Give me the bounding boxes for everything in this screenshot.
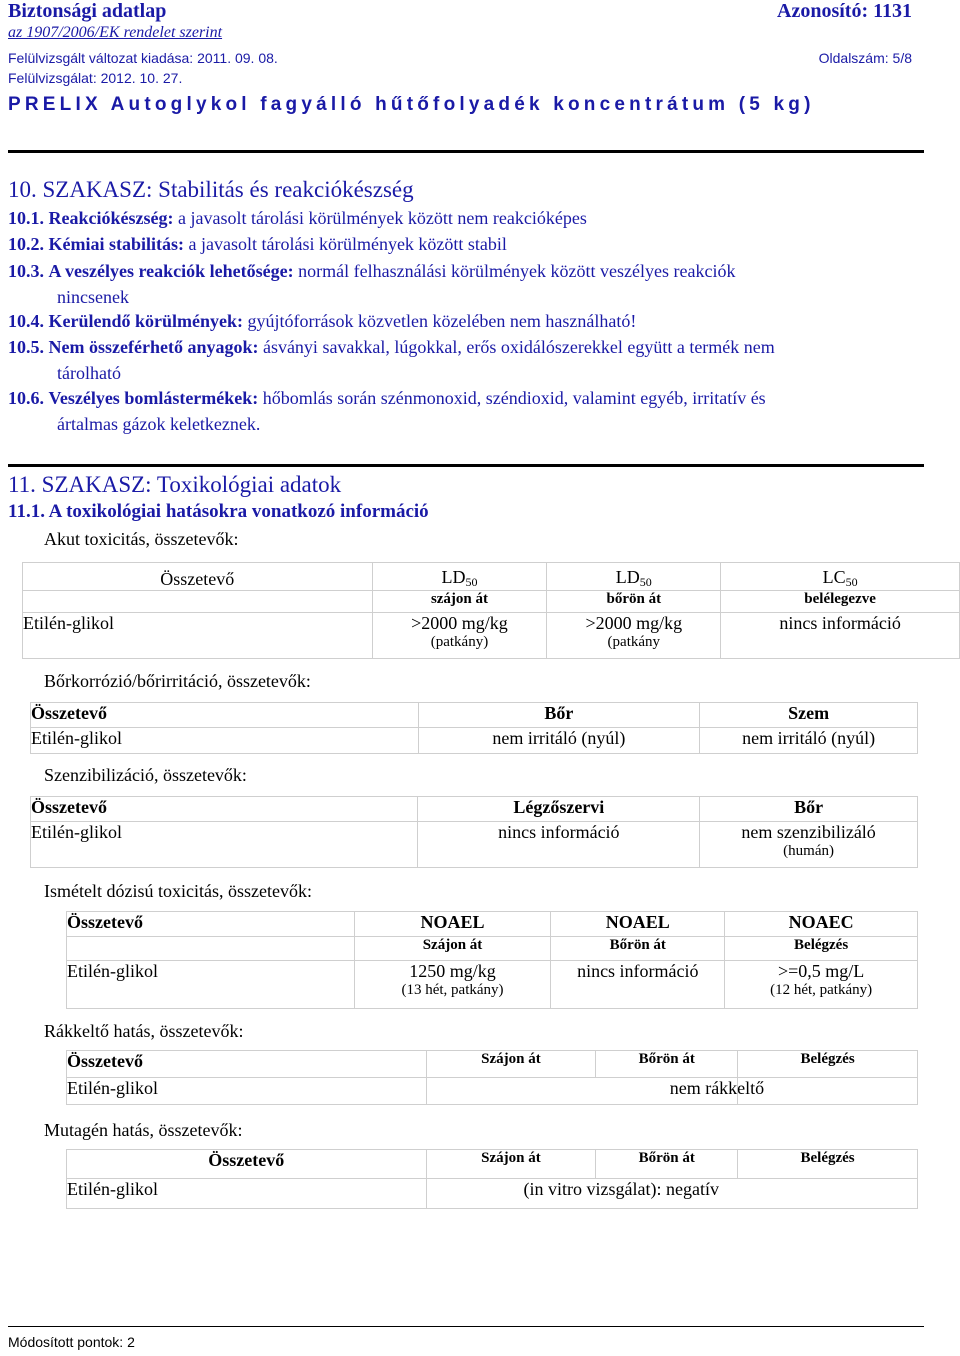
component-name: Etilén-glikol xyxy=(67,1179,427,1209)
table-header-row xyxy=(67,1150,918,1179)
column-header-component: Összetevő xyxy=(31,797,418,822)
table-route-row xyxy=(23,591,960,613)
ld50-dermal-value: >2000 mg/kg (patkány xyxy=(547,613,721,659)
item-label: Veszélyes bomlástermékek: xyxy=(48,388,259,408)
skin-value: nem szenzibilizáló (humán) xyxy=(700,822,918,868)
item-number: 10.1. xyxy=(8,208,44,228)
component-name: Etilén-glikol xyxy=(31,822,418,868)
route-dermal: Bőrön át xyxy=(551,937,725,961)
lc50-inhalation-value: nincs információ xyxy=(721,613,960,659)
column-header-ld50-oral: $LD_{50}$ xyxy=(372,563,547,591)
table-header-row xyxy=(31,703,918,728)
carcinogenicity-table xyxy=(66,1050,918,1105)
mutagenicity-value: (in vitro vizsgálat): negatív xyxy=(426,1179,917,1209)
column-header-skin: Bőr xyxy=(418,703,700,728)
noaec-inhalation-value: >=0,5 mg/L (12 hét, patkány) xyxy=(725,961,918,1009)
column-header-skin: Bőr xyxy=(700,797,918,822)
component-name: Etilén-glikol xyxy=(23,613,373,659)
table-row xyxy=(67,1078,918,1105)
page-number: Oldalszám: 5/8 xyxy=(818,50,912,66)
section-10-rule xyxy=(8,150,924,153)
empty-cell xyxy=(23,591,373,613)
repeated-dose-table xyxy=(66,911,918,1009)
sensitization-table xyxy=(30,796,918,868)
carcinogenicity-heading: Rákkeltő hatás, összetevők: xyxy=(44,1021,244,1041)
document-id: Azonosító: 1131 xyxy=(777,0,912,22)
table-row xyxy=(31,822,918,868)
item-10-5 xyxy=(8,334,924,386)
column-header-component: Összetevő xyxy=(67,1150,427,1179)
route-inhalation: belélegezve xyxy=(721,591,960,613)
route-dermal: Bőrön át xyxy=(596,1051,738,1078)
item-text: gyújtóforrások közvetlen közelében nem használható! xyxy=(247,311,637,331)
item-10-6 xyxy=(8,385,924,437)
item-text-continuation: tárolható xyxy=(57,363,121,383)
route-dermal: bőrön át xyxy=(547,591,721,613)
item-label: Nem összeférhető anyagok: xyxy=(48,337,259,357)
table-header-row xyxy=(31,797,918,822)
column-header-noaec: NOAEC xyxy=(725,912,918,937)
route-inhalation: Belégzés xyxy=(725,937,918,961)
skin-value: nem irritáló (nyúl) xyxy=(418,728,700,754)
route-inhalation: Belégzés xyxy=(738,1150,918,1179)
item-10-3 xyxy=(8,258,924,310)
component-name: Etilén-glikol xyxy=(31,728,419,754)
column-header-noael-2: NOAEL xyxy=(551,912,725,937)
ld50-oral-value: >2000 mg/kg (patkány) xyxy=(372,613,547,659)
mutagenicity-table xyxy=(66,1149,918,1209)
subsection-label: A toxikológiai hatásokra vonatkozó információ xyxy=(48,501,429,522)
section-11-1-heading xyxy=(8,501,429,523)
route-inhalation: Belégzés xyxy=(738,1051,918,1078)
footer-rule xyxy=(8,1326,924,1327)
item-10-1 xyxy=(8,205,924,231)
empty-cell xyxy=(738,1078,918,1105)
noael-dermal-value: nincs információ xyxy=(551,961,725,1009)
noael-oral-value: 1250 mg/kg (13 hét, patkány) xyxy=(354,961,551,1009)
footer-modified-points: Módosított pontok: 2 xyxy=(8,1334,135,1350)
item-number: 10.2. xyxy=(8,234,44,254)
table-header-row xyxy=(67,912,918,937)
acute-toxicity-heading: Akut toxicitás, összetevők: xyxy=(44,529,239,549)
column-header-noael-1: NOAEL xyxy=(354,912,551,937)
component-name: Etilén-glikol xyxy=(67,961,355,1009)
column-header-component: Összetevő xyxy=(23,563,373,591)
table-row xyxy=(67,1179,918,1209)
section-11-rule xyxy=(8,464,924,467)
table-row xyxy=(31,728,918,754)
product-name: PRELIX Autoglykol fagyálló hűtőfolyadék koncentrátum (5 kg) xyxy=(8,94,815,115)
column-header-lc50-inhalation: $LC_{50}$ xyxy=(721,563,960,591)
route-oral: Szájon át xyxy=(426,1150,596,1179)
empty-cell xyxy=(67,937,355,961)
revision-issue: Felülvizsgált változat kiadása: 2011. 09. 08. xyxy=(8,50,278,66)
item-text: ásványi savakkal, lúgokkal, erős oxidálószerekkel együtt a termék nem xyxy=(262,337,775,357)
item-text: hőbomlás során szénmonoxid, széndioxid, valamint egyéb, irritatív és xyxy=(262,388,766,408)
item-text: a javasolt tárolási körülmények között nem reakcióképes xyxy=(177,208,587,228)
repeated-dose-heading: Ismételt dózisú toxicitás, összetevők: xyxy=(44,881,312,901)
route-dermal: Bőrön át xyxy=(596,1150,738,1179)
item-10-2 xyxy=(8,231,924,257)
table-row xyxy=(67,961,918,1009)
item-label: Kerülendő körülmények: xyxy=(48,311,244,331)
item-label: Kémiai stabilitás: xyxy=(48,234,184,254)
section-10-title: 10. SZAKASZ: Stabilitás és reakciókészség xyxy=(8,177,414,202)
item-number: 10.5. xyxy=(8,337,44,357)
table-header-row xyxy=(67,1051,918,1078)
column-header-component: Összetevő xyxy=(67,912,355,937)
column-header-component: Összetevő xyxy=(31,703,419,728)
item-text: a javasolt tárolási körülmények között stabil xyxy=(188,234,507,254)
carcinogenicity-value: nem rákkeltő xyxy=(426,1078,738,1105)
item-label: Reakciókészség: xyxy=(48,208,174,228)
item-number: 10.4. xyxy=(8,311,44,331)
skin-irritation-table xyxy=(30,702,918,754)
skin-irritation-heading: Bőrkorrózió/bőrirritáció, összetevők: xyxy=(44,671,311,691)
column-header-eye: Szem xyxy=(700,703,918,728)
item-text-continuation: nincsenek xyxy=(57,287,129,307)
item-label: A veszélyes reakciók lehetősége: xyxy=(48,261,294,281)
mutagenicity-heading: Mutagén hatás, összetevők: xyxy=(44,1120,243,1140)
section-11-title: 11. SZAKASZ: Toxikológiai adatok xyxy=(8,472,342,497)
route-oral: Szájon át xyxy=(426,1051,596,1078)
item-text-continuation: ártalmas gázok keletkeznek. xyxy=(57,414,261,434)
item-text: normál felhasználási körülmények között veszélyes reakciók xyxy=(298,261,736,281)
component-name: Etilén-glikol xyxy=(67,1078,427,1105)
subsection-number: 11.1. xyxy=(8,501,45,522)
eye-value: nem irritáló (nyúl) xyxy=(700,728,918,754)
item-number: 10.3. xyxy=(8,261,44,281)
column-header-component: Összetevő xyxy=(67,1051,427,1078)
column-header-respiratory: Légzőszervi xyxy=(418,797,700,822)
table-route-row xyxy=(67,937,918,961)
regulation-reference: az 1907/2006/EK rendelet szerint xyxy=(8,24,223,41)
route-oral: szájon át xyxy=(372,591,547,613)
item-number: 10.6. xyxy=(8,388,44,408)
document-title: Biztonsági adatlap xyxy=(8,0,167,22)
route-oral: Szájon át xyxy=(354,937,551,961)
table-row xyxy=(23,613,960,659)
respiratory-value: nincs információ xyxy=(418,822,700,868)
sensitization-heading: Szenzibilizáció, összetevők: xyxy=(44,765,247,785)
revision-date: Felülvizsgálat: 2012. 10. 27. xyxy=(8,70,183,86)
column-header-ld50-dermal: $LD_{50}$ xyxy=(547,563,721,591)
item-10-4 xyxy=(8,308,924,334)
table-header-row xyxy=(23,563,960,591)
acute-toxicity-table xyxy=(22,562,960,659)
